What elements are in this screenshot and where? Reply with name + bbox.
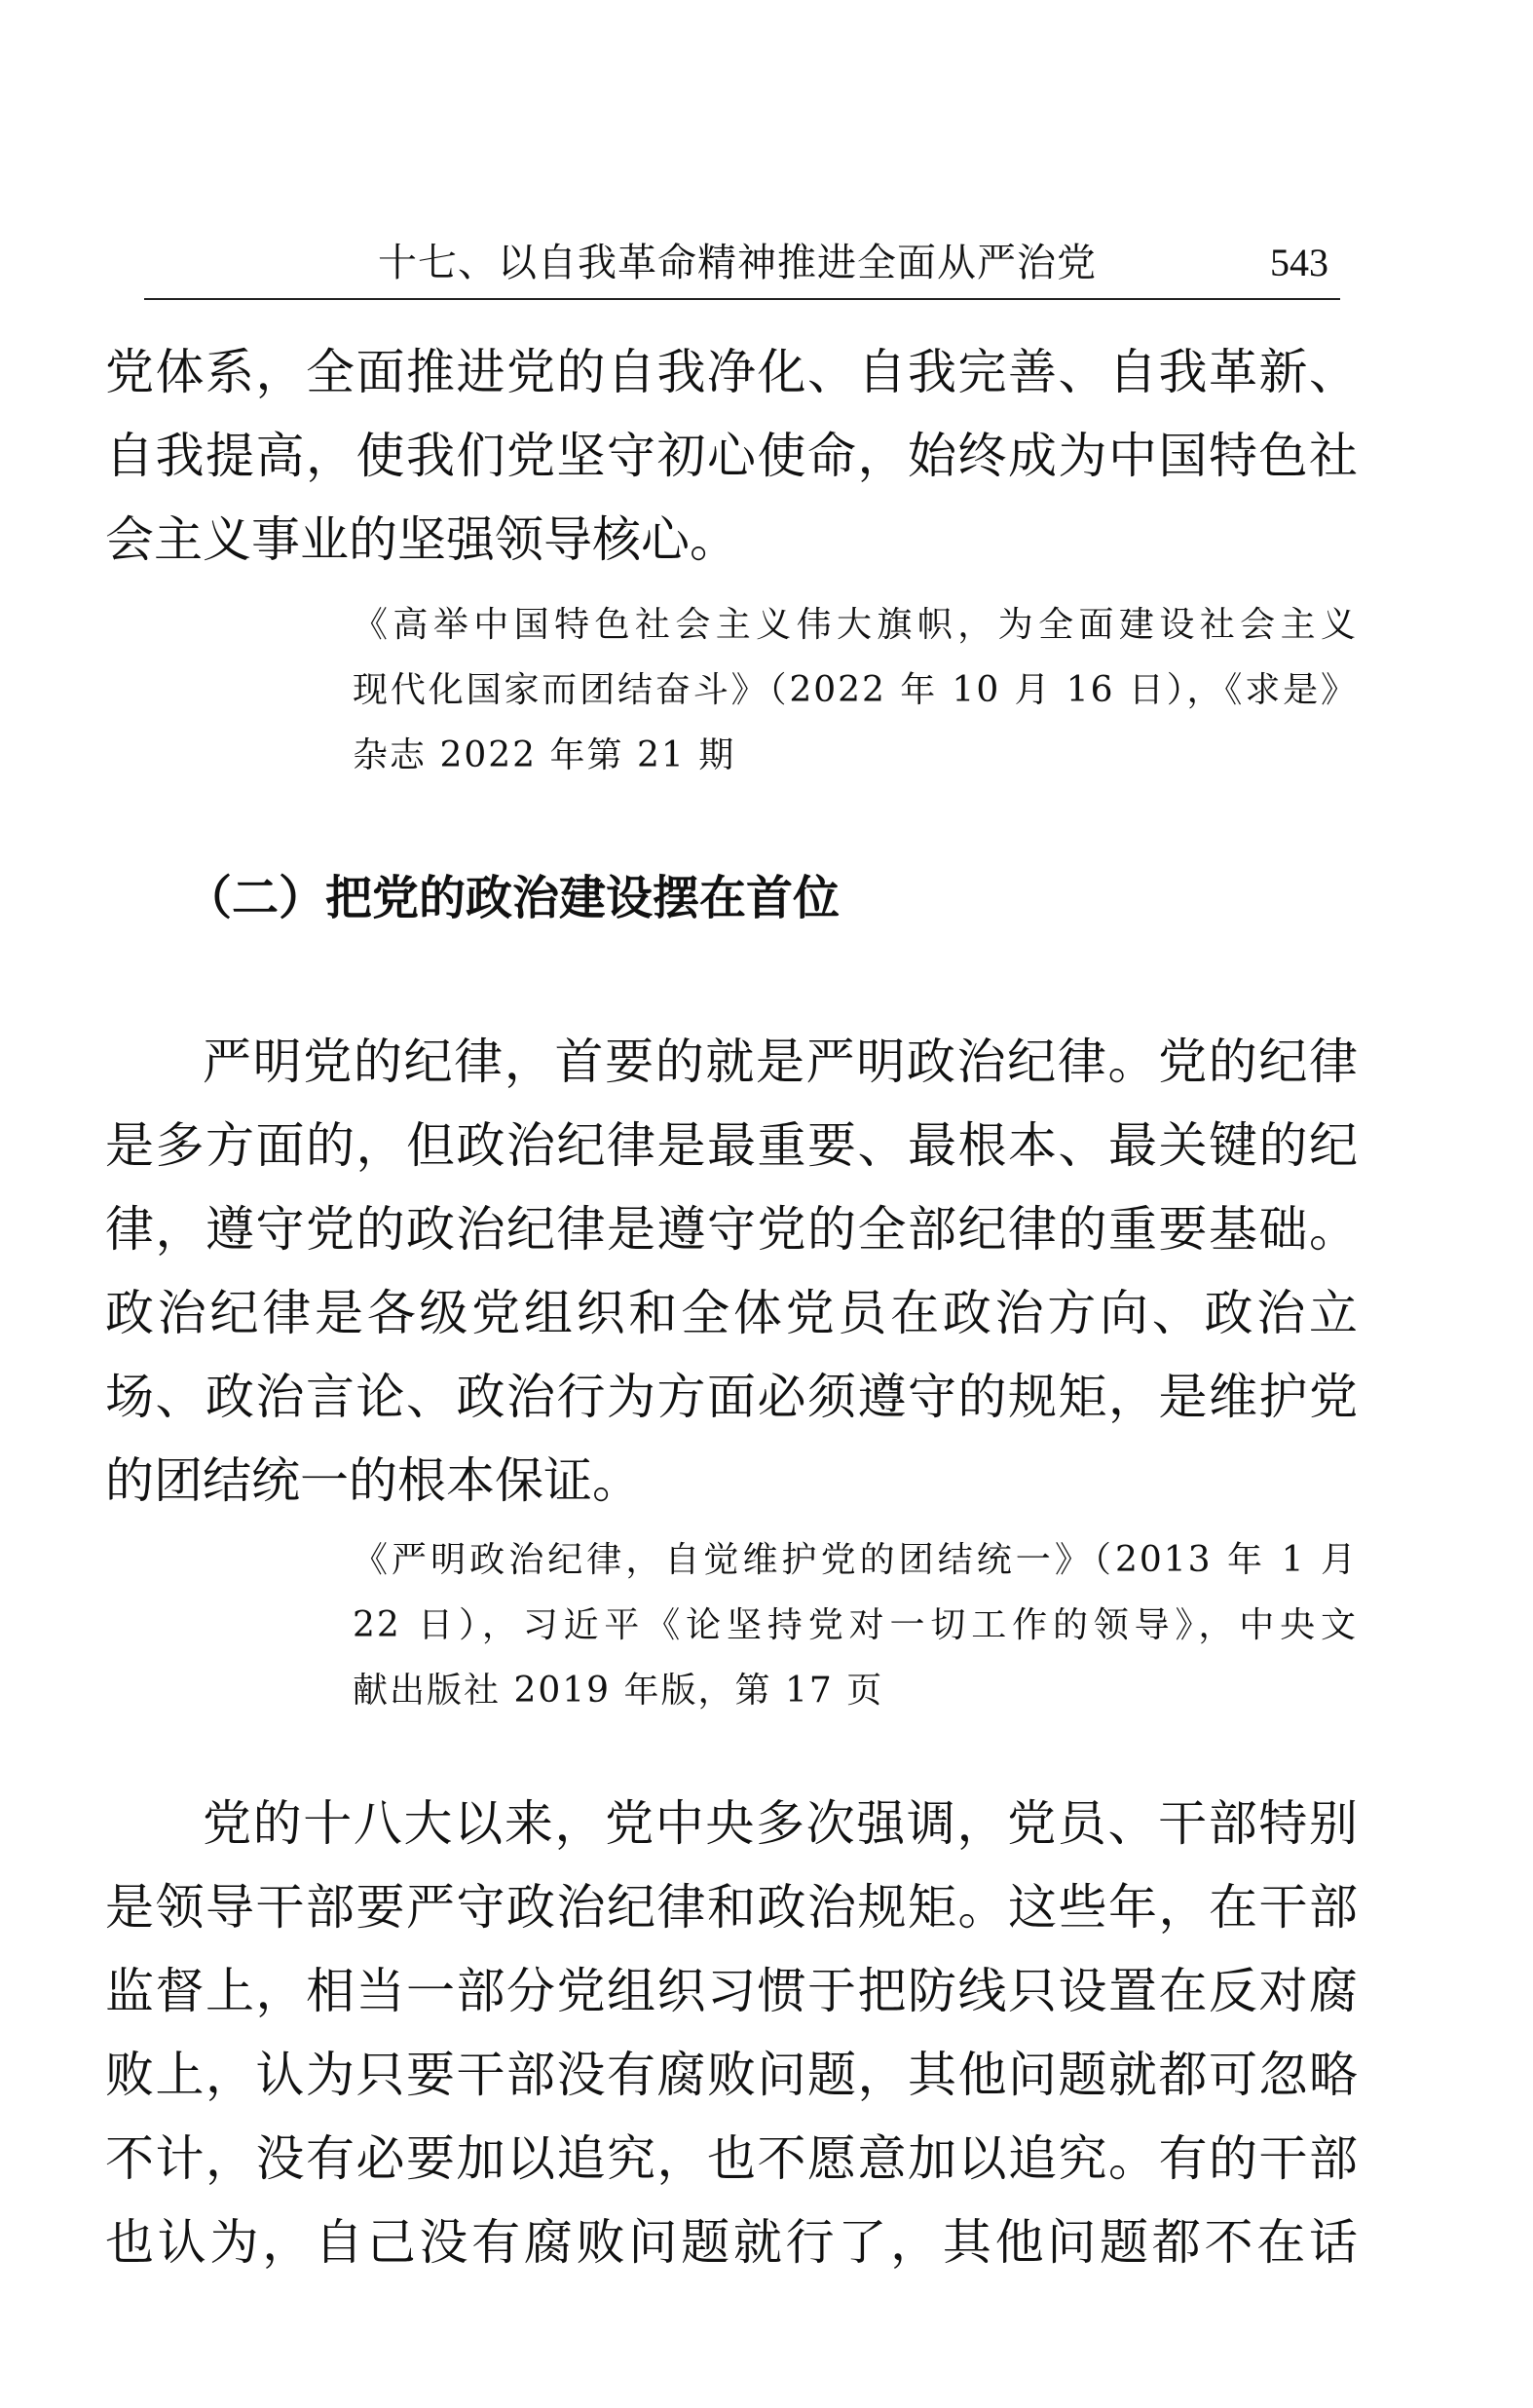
- body-text-line: 严明党的纪律，首要的就是严明政治纪律。党的纪律: [203, 1034, 1358, 1090]
- body-text-line: 监督上，相当一部分党组织习惯于把防线只设置在反对腐: [105, 1963, 1358, 2019]
- body-text-line: 也认为，自己没有腐败问题就行了，其他问题都不在话: [105, 2214, 1358, 2271]
- body-text-line: 的团结统一的根本保证。: [105, 1452, 641, 1509]
- body-text-line: 自我提高，使我们党坚守初心使命，始终成为中国特色社: [105, 428, 1358, 484]
- citation-line: 献出版社 2019 年版，第 17 页: [353, 1671, 884, 1711]
- running-header: [144, 236, 1340, 300]
- citation-line: 《高举中国特色社会主义伟大旗帜，为全面建设社会主义: [353, 605, 1358, 645]
- chapter-title: 十七、以自我革命精神推进全面从严治党: [378, 241, 1097, 285]
- citation-line: 《严明政治纪律，自觉维护党的团结统一》（2013 年 1 月: [353, 1540, 1358, 1580]
- page-number: 543: [1270, 241, 1328, 284]
- body-text-line: 党体系，全面推进党的自我净化、自我完善、自我革新、: [105, 344, 1358, 400]
- body-text-line: 场、政治言论、政治行为方面必须遵守的规矩，是维护党: [105, 1369, 1358, 1425]
- citation-line: 杂志 2022 年第 21 期: [353, 735, 736, 775]
- body-text-line: 党的十八大以来，党中央多次强调，党员、干部特别: [203, 1795, 1358, 1852]
- body-text-line: 败上，认为只要干部没有腐败问题，其他问题就都可忽略: [105, 2047, 1358, 2103]
- body-text-line: 政治纪律是各级党组织和全体党员在政治方向、政治立: [105, 1285, 1358, 1341]
- citation-line: 现代化国家而团结奋斗》（2022 年 10 月 16 日），《求是》: [353, 670, 1358, 710]
- body-text-line: 是领导干部要严守政治纪律和政治规矩。这些年，在干部: [105, 1879, 1358, 1936]
- body-text-line: 会主义事业的坚强领导核心。: [105, 511, 738, 568]
- body-text-line: 是多方面的，但政治纪律是最重要、最根本、最关键的纪: [105, 1117, 1358, 1174]
- body-text-line: 不计，没有必要加以追究，也不愿意加以追究。有的干部: [105, 2130, 1358, 2187]
- section-heading: （二）把党的政治建设摆在首位: [185, 871, 841, 925]
- citation-line: 22 日），习近平《论坚持党对一切工作的领导》，中央文: [353, 1605, 1358, 1645]
- body-text-line: 律，遵守党的政治纪律是遵守党的全部纪律的重要基础。: [105, 1201, 1358, 1258]
